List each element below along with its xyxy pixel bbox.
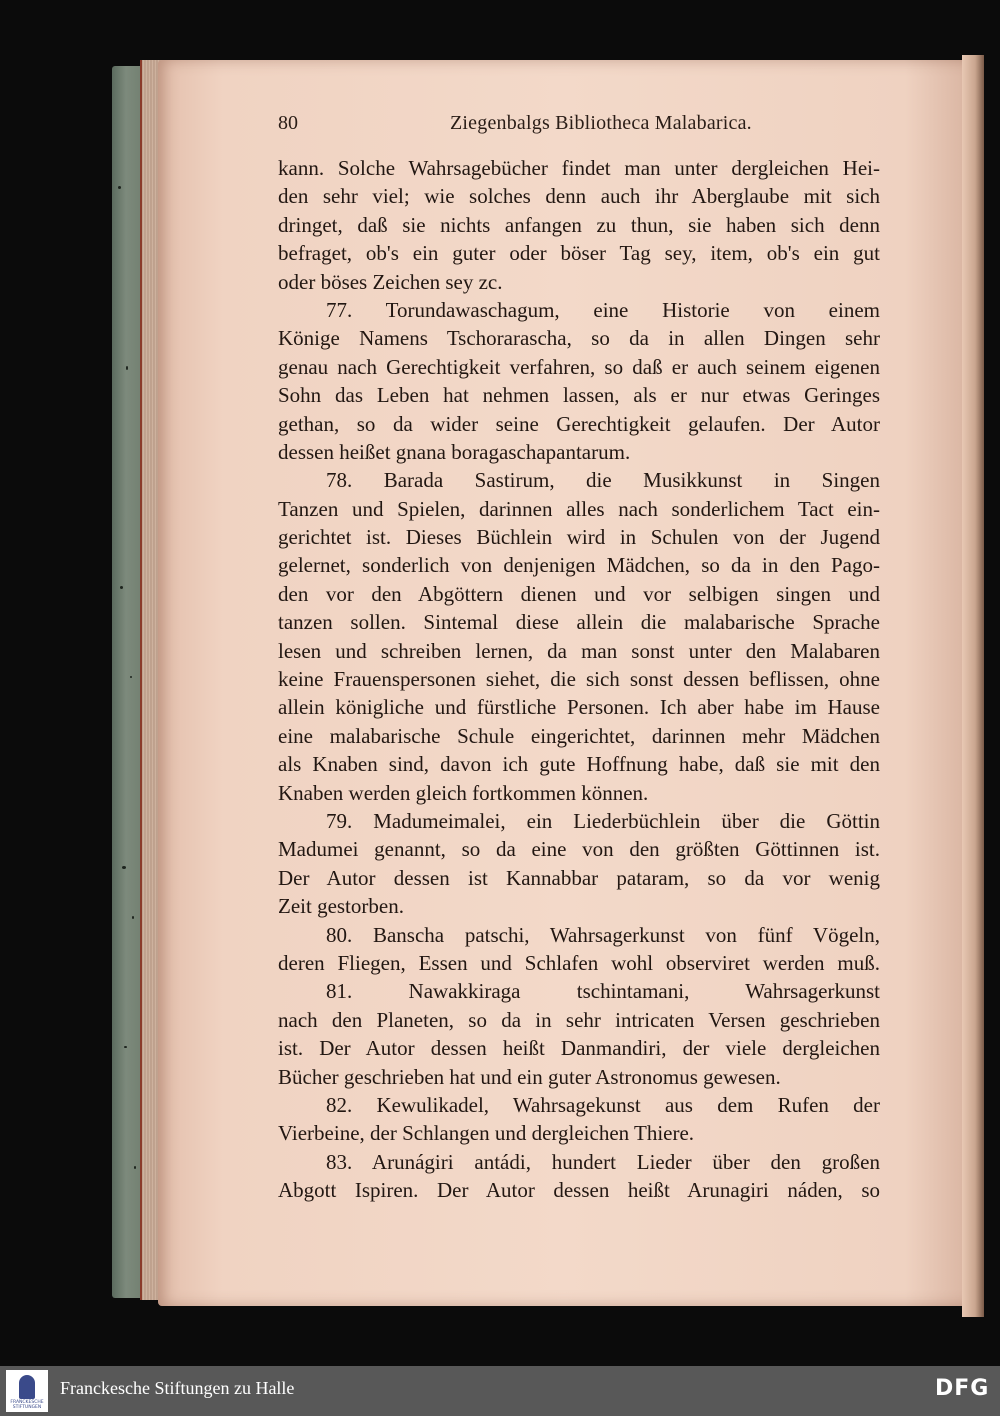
text-line: Der Autor dessen ist Kannabbar pataram, so da vor wenig [278, 865, 880, 890]
entry-heading-line: 80. Banscha patschi, Wahrsagerkunst von fünf Vögeln, [326, 922, 880, 947]
institution-name[interactable]: Franckesche Stiftungen zu Halle [60, 1378, 295, 1398]
page-number: 80 [278, 112, 298, 134]
text-line: Knaben werden gleich fortkommen können. [278, 780, 649, 805]
text-line: den sehr viel; wie solches denn auch ihr Aberglaube mit sich [278, 184, 880, 209]
text-line: als Knaben sind, davon ich gute Hoffnung habe, daß sie mit den [278, 752, 880, 777]
running-title: Ziegenbalgs Bibliotheca Malabarica. [450, 112, 752, 134]
entry-heading-line: 82. Kewulikadel, Wahrsagekunst aus dem Rufen der [326, 1092, 880, 1117]
text-line: ist. Der Autor dessen heißt Danmandiri, der viele dergleichen [278, 1036, 880, 1061]
text-line: eine malabarische Schule eingerichtet, darinnen mehr Mädchen [278, 723, 880, 748]
text-line: Bücher geschrieben hat und ein guter Astronomus gewesen. [278, 1064, 781, 1089]
text-line: gethan, so da wider seine Gerechtigkeit gelaufen. Der Autor [278, 411, 880, 436]
text-line: befraget, ob's ein guter oder böser Tag sey, item, ob's ein gut [278, 241, 880, 266]
logo-figure-icon [19, 1375, 35, 1399]
text-line: keine Frauenspersonen siehet, die sich sonst dessen beflissen, ohne [278, 667, 880, 692]
text-line: Madumei genannt, so da eine von den größten Göttinnen ist. [278, 837, 880, 862]
text-line: Abgott Ispiren. Der Autor dessen heißt Arunagiri náden, so [278, 1178, 880, 1203]
entry-heading-line: 77. Torundawaschagum, eine Historie von einem [326, 297, 880, 322]
text-line: tanzen sollen. Sintemal diese allein die malabarische Sprache [278, 610, 880, 635]
text-line: allein königliche und fürstliche Personen. Ich aber habe im Hause [278, 695, 880, 720]
text-line: nach den Planeten, so da in sehr intricaten Versen geschrieben [278, 1007, 880, 1032]
franckesche-stiftungen-logo-icon[interactable] [6, 1370, 48, 1412]
text-line: dessen heißet gnana boragaschapantarum. [278, 439, 631, 464]
dfg-logo[interactable]: DFG [935, 1376, 990, 1401]
entry-heading-line: 83. Arunágiri antádi, hundert Lieder über den großen [326, 1149, 880, 1174]
text-line: Tanzen und Spielen, darinnen alles nach sonderlichem Tact ein- [278, 496, 880, 521]
text-line: gelernet, sonderlich von denjenigen Mädchen, so da in den Pago- [278, 553, 880, 578]
text-body [278, 154, 880, 1204]
text-line: Sohn das Leben hat nehmen lassen, als er nur etwas Geringes [278, 383, 880, 408]
text-line: Vierbeine, der Schlangen und dergleichen Thiere. [278, 1121, 695, 1146]
viewer-footer-bar [0, 1366, 1000, 1416]
text-line: deren Fliegen, Essen und Schlafen wohl observiret werden muß. [278, 950, 880, 975]
text-line: oder böses Zeichen sey zc. [278, 269, 503, 294]
text-line: den vor den Abgöttern dienen und vor selbigen singen und [278, 581, 880, 606]
entry-heading-line: 81. Nawakkiraga tschintamani, Wahrsagerkunst [326, 979, 880, 1004]
text-line: gerichtet ist. Dieses Büchlein wird in Schulen von der Jugend [278, 525, 880, 550]
text-line: Könige Namens Tschorarascha, so da in allen Dingen sehr [278, 326, 880, 351]
text-line: lesen und schreiben lernen, da man sonst unter den Malabaren [278, 638, 880, 663]
text-line: Zeit gestorben. [278, 894, 404, 919]
text-line: kann. Solche Wahrsagebücher findet man unter dergleichen Hei- [278, 156, 880, 180]
logo-caption: FRANCKESCHE STIFTUNGEN [10, 1400, 44, 1410]
text-line: dringet, daß sie nichts anfangen zu thun, sie haben sich denn [278, 212, 880, 237]
entry-heading-line: 79. Madumeimalei, ein Liederbüchlein über die Göttin [326, 808, 880, 833]
entry-heading-line: 78. Barada Sastirum, die Musikkunst in Singen [326, 468, 880, 493]
text-line: genau nach Gerechtigkeit verfahren, so daß er auch seinem eigenen [278, 354, 880, 379]
running-head [278, 112, 880, 142]
page-gutter-edge [962, 55, 984, 1317]
